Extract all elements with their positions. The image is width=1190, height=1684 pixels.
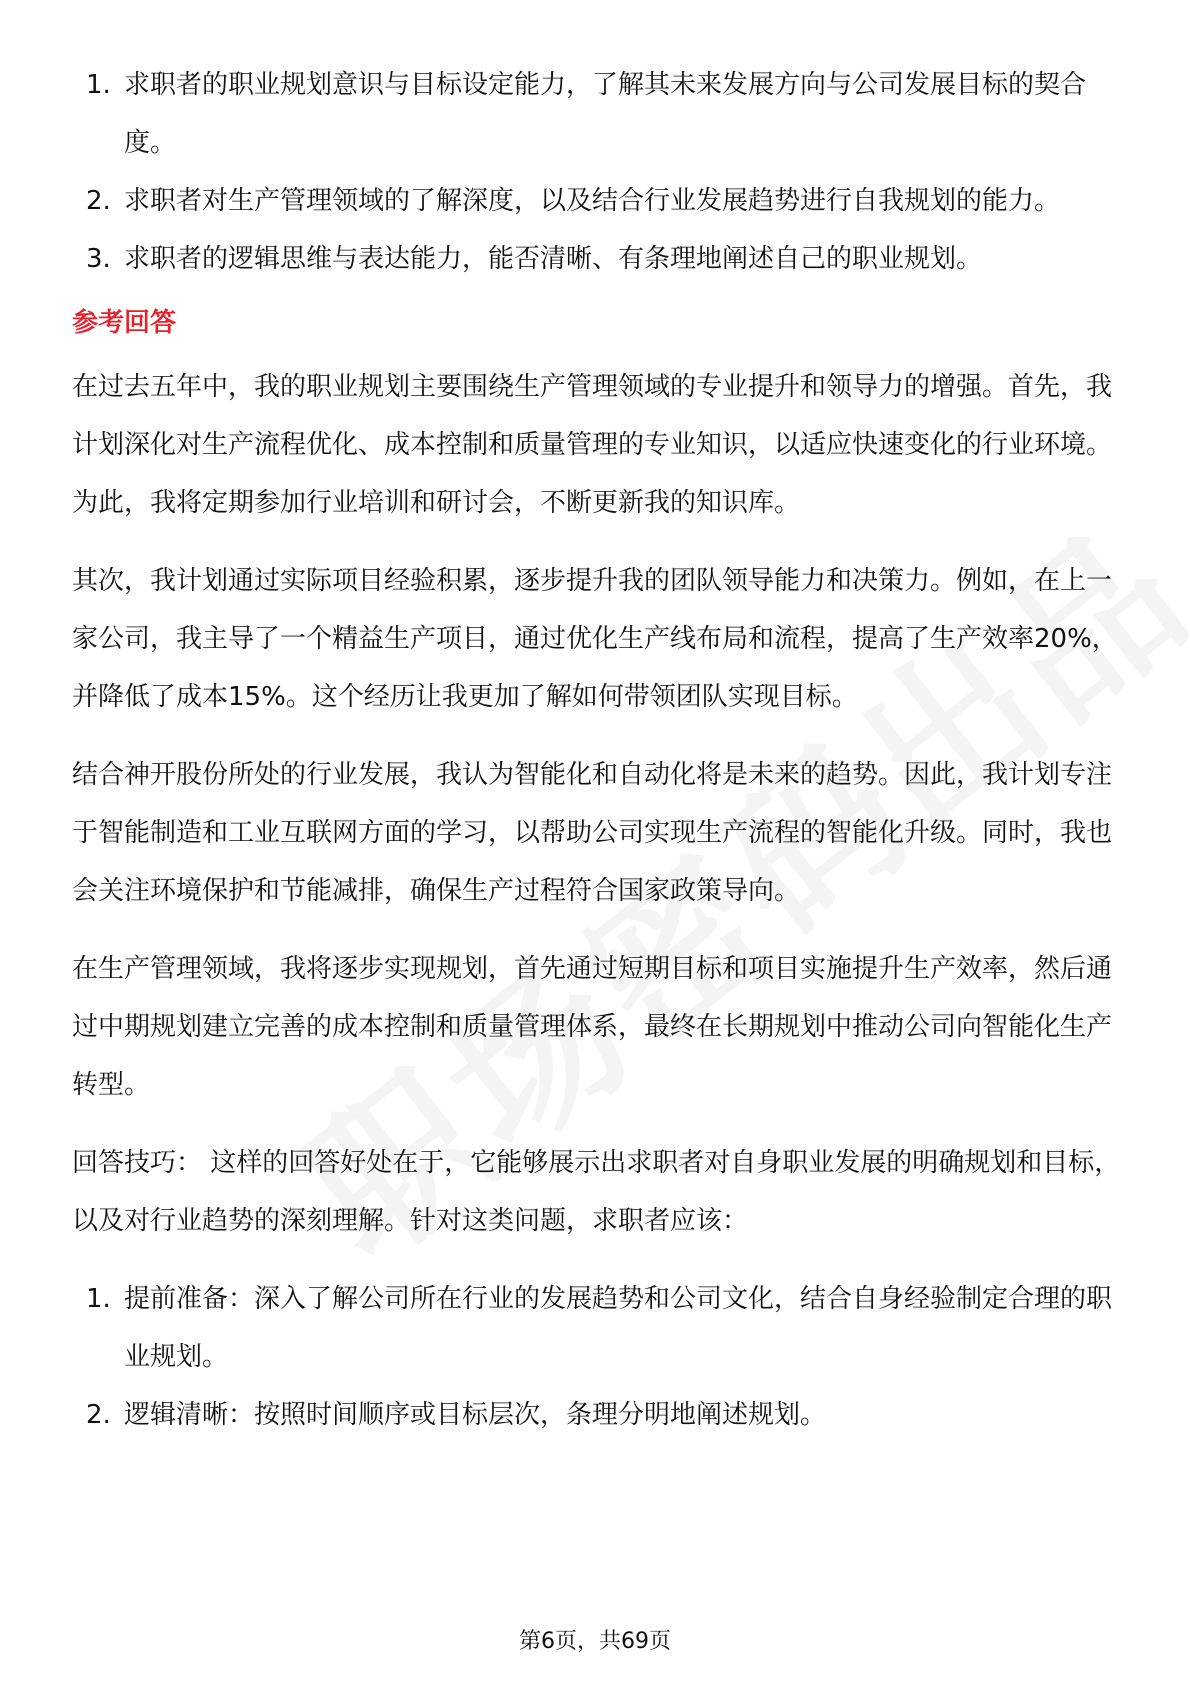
list-item-text: 求职者的逻辑思维与表达能力，能否清晰、有条理地阐述自己的职业规划。 (124, 244, 983, 274)
list-item-text: 提前准备：深入了解公司所在行业的发展趋势和公司文化，结合自身经验制定合理的职业规划。 (124, 1284, 1113, 1372)
answer-tips-paragraph: 回答技巧： 这样的回答好处在于，它能够展示出求职者对自身职业发展的明确规划和目标，以及对行业趋势的深刻理解。针对这类问题，求职者应该： (72, 1148, 1121, 1236)
list-number: 1. (86, 70, 111, 100)
list-number: 2. (86, 186, 111, 216)
list-item (72, 56, 1122, 172)
page-number: 第6页，共69页 (519, 1629, 671, 1654)
list-item (72, 1386, 1122, 1444)
tips-list (72, 1270, 1122, 1444)
answer-paragraph: 结合神开股份所处的行业发展，我认为智能化和自动化将是未来的趋势。因此，我计划专注于智能制造和工业互联网方面的学习，以帮助公司实现生产流程的智能化升级。同时，我也会关注环境保护和节能减排，确保生产过程符合国家政策导向。 (72, 760, 1113, 906)
list-item (72, 172, 1122, 230)
list-number: 3. (86, 244, 111, 274)
answer-paragraph: 其次，我计划通过实际项目经验积累，逐步提升我的团队领导能力和决策力。例如，在上一家公司，我主导了一个精益生产项目，通过优化生产线布局和流程，提高了生产效率20%，并降低了成本15%。这个经历让我更加了解如何带领团队实现目标。 (72, 566, 1118, 712)
evaluation-points-list (72, 56, 1122, 288)
section-title: 参考回答 (72, 308, 177, 338)
list-number: 1. (86, 1284, 111, 1314)
list-item-text: 求职者的职业规划意识与目标设定能力，了解其未来发展方向与公司发展目标的契合度。 (124, 70, 1087, 158)
answer-paragraph: 在过去五年中，我的职业规划主要围绕生产管理领域的专业提升和领导力的增强。首先，我计划深化对生产流程优化、成本控制和质量管理的专业知识，以适应快速变化的行业环境。为此，我将定期参加行业培训和研讨会，不断更新我的知识库。 (72, 372, 1113, 518)
list-item (72, 1270, 1122, 1386)
page-content (72, 56, 1122, 1444)
list-item-text: 逻辑清晰：按照时间顺序或目标层次，条理分明地阐述规划。 (124, 1400, 827, 1430)
list-number: 2. (86, 1400, 111, 1430)
answer-paragraph: 在生产管理领域，我将逐步实现规划，首先通过短期目标和项目实施提升生产效率，然后通过中期规划建立完善的成本控制和质量管理体系，最终在长期规划中推动公司向智能化生产转型。 (72, 954, 1113, 1100)
list-item-text: 求职者对生产管理领域的了解深度，以及结合行业发展趋势进行自我规划的能力。 (124, 186, 1061, 216)
list-item (72, 230, 1122, 288)
